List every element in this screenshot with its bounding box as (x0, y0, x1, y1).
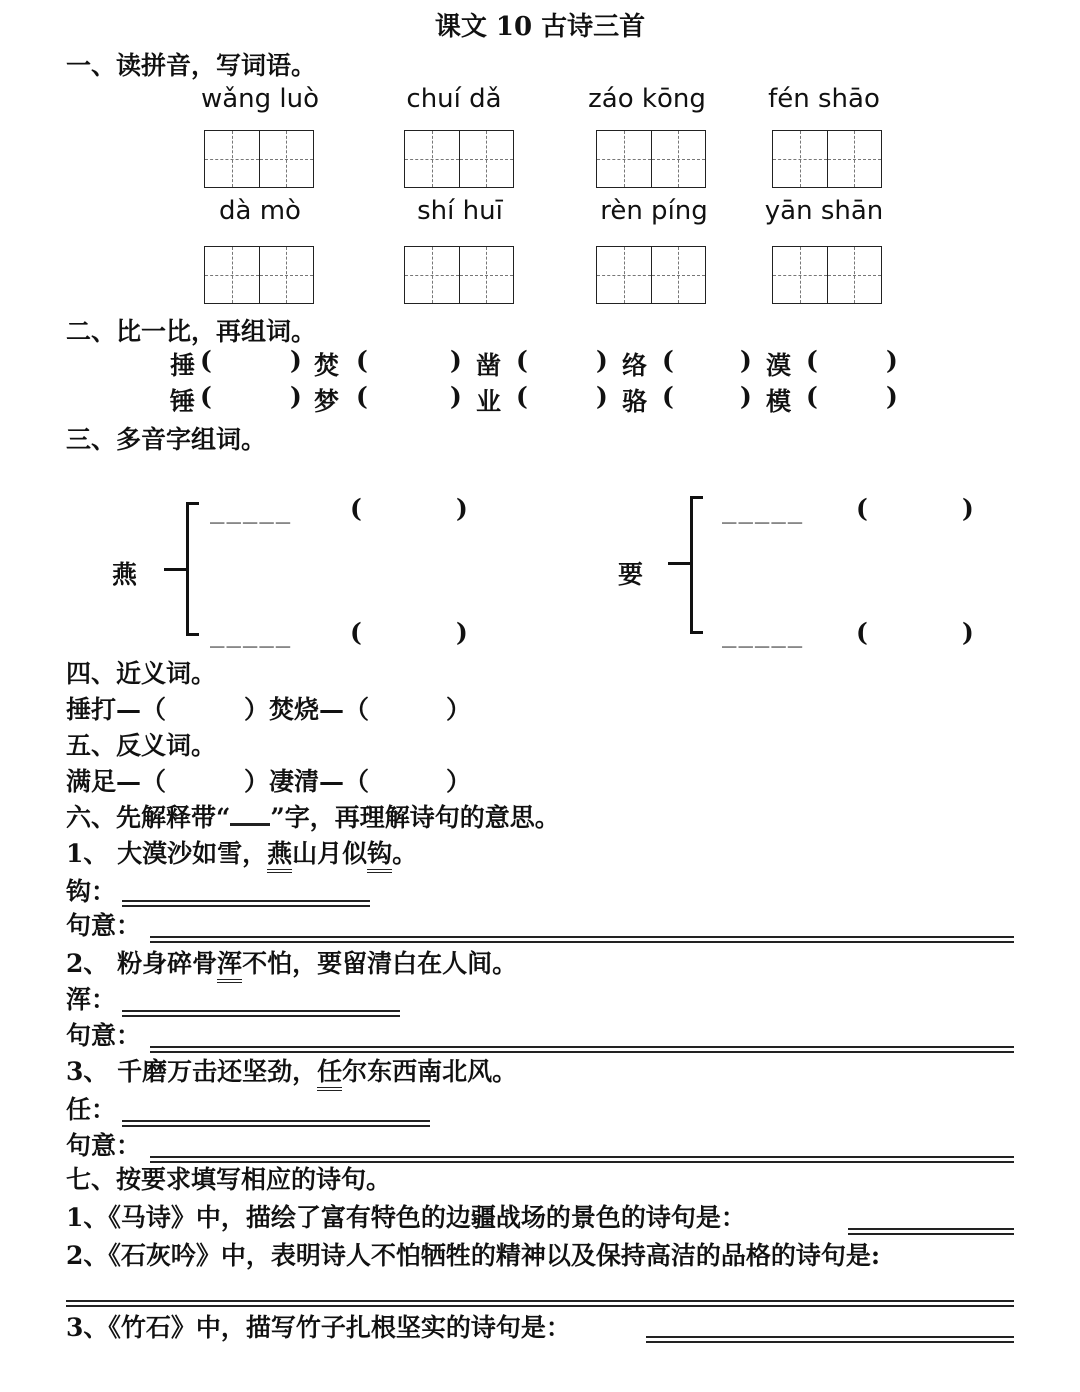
paren-open: ( (350, 494, 362, 523)
s2-char: 漠 (766, 351, 792, 380)
s2-char: 模 (766, 387, 792, 416)
paren-open: ( (856, 618, 868, 647)
section-4-heading: 四、近义词。 (66, 659, 217, 688)
s2-open: ( (516, 346, 528, 375)
answer-grid[interactable] (772, 130, 882, 188)
pinyin-2: chuí dǎ (406, 84, 502, 114)
q1-word-label: 钩： (66, 877, 117, 906)
heading-part-b: ”字，再理解诗句的意思。 (270, 803, 560, 832)
q3-text: 3、 千磨万击还坚劲， (66, 1057, 318, 1086)
s2-char: 骆 (622, 387, 648, 416)
s2-open: ( (356, 346, 368, 375)
section-5-heading: 五、反义词。 (66, 731, 217, 760)
answer-line[interactable] (66, 1300, 1014, 1307)
q2-underlined-word: 浑 (217, 949, 242, 983)
s2-char: 梦 (314, 387, 340, 416)
answer-grid[interactable] (404, 130, 514, 188)
s2-open: ( (662, 346, 674, 375)
polyphone-char-left: 燕 (112, 560, 138, 589)
bracket-stem (164, 568, 186, 571)
s2-close: ) (740, 382, 752, 411)
section-1-heading: 一、读拼音，写词语。 (66, 51, 317, 80)
answer-line[interactable] (122, 1120, 430, 1127)
section-2-heading: 二、比一比，再组词。 (66, 317, 317, 346)
s2-open: ( (200, 346, 212, 375)
s2-char: 捶 (170, 351, 196, 380)
synonym-close: ） (446, 695, 472, 724)
paren-open: ( (856, 494, 868, 523)
pinyin-7: rèn píng (600, 196, 708, 226)
synonym-2: ）焚烧—（ (244, 695, 370, 724)
s2-close: ) (450, 382, 462, 411)
s2-char: 焚 (314, 351, 340, 380)
s2-open: ( (662, 382, 674, 411)
q1-underlined-word: 钩 (367, 839, 392, 873)
pinyin-6: shí huī (417, 196, 503, 226)
bracket-right (690, 496, 703, 634)
answer-line[interactable] (848, 1228, 1014, 1235)
q1-text: 1、 大漠沙如雪， (66, 839, 268, 868)
pinyin-8: yān shān (764, 196, 884, 226)
answer-grid[interactable] (204, 130, 314, 188)
s2-close: ) (886, 382, 898, 411)
q2-word-label: 浑： (66, 985, 117, 1014)
s2-open: ( (356, 382, 368, 411)
q2-text: 不怕，要留清白在人间。 (242, 949, 518, 978)
page-title: 课文 10 古诗三首 (434, 12, 646, 42)
answer-line[interactable] (122, 1010, 400, 1017)
antonym-2: ）凄清—（ (244, 767, 370, 796)
poem-question-2: 2、《石灰吟》中，表明诗人不怕牺牲的精神以及保持高洁的品格的诗句是: (66, 1241, 881, 1270)
blank-line[interactable]: _____ (722, 496, 805, 524)
q3-word-label: 任： (66, 1095, 117, 1124)
paren-close: ) (456, 494, 468, 523)
s2-char: 络 (622, 351, 648, 380)
paren-close: ) (962, 618, 974, 647)
antonym-close: ） (446, 767, 472, 796)
s2-close: ) (596, 346, 608, 375)
polyphone-char-right: 要 (618, 560, 644, 589)
question-2 (66, 944, 517, 980)
underline-sample (230, 823, 270, 826)
poem-question-3: 3、《竹石》中，描写竹子扎根坚实的诗句是： (66, 1313, 571, 1342)
pinyin-4: fén shāo (768, 84, 880, 114)
s2-close: ) (450, 346, 462, 375)
answer-grid[interactable] (772, 246, 882, 304)
s2-char: 业 (476, 387, 502, 416)
blank-line[interactable]: _____ (722, 620, 805, 648)
poem-question-1: 1、《马诗》中，描绘了富有特色的边疆战场的景色的诗句是： (66, 1203, 746, 1232)
answer-grid[interactable] (596, 246, 706, 304)
q2-text: 2、 粉身碎骨 (66, 949, 218, 978)
section-3-heading: 三、多音字组词。 (66, 425, 267, 454)
section-6-heading (66, 798, 560, 834)
s2-close: ) (290, 346, 302, 375)
pinyin-3: záo kōng (588, 84, 706, 114)
s2-close: ) (596, 382, 608, 411)
q1-text: 。 (392, 839, 418, 868)
pinyin-5: dà mò (219, 196, 301, 226)
paren-close: ) (962, 494, 974, 523)
q1-underlined-word: 燕 (267, 839, 292, 873)
answer-grid[interactable] (204, 246, 314, 304)
answer-line[interactable] (646, 1336, 1014, 1343)
antonym-1: 满足—（ (66, 767, 167, 796)
s2-open: ( (200, 382, 212, 411)
bracket-left (186, 502, 199, 636)
heading-part-a: 六、先解释带“ (66, 803, 231, 832)
q1-text: 山月似 (292, 839, 368, 868)
s2-open: ( (806, 346, 818, 375)
s2-close: ) (886, 346, 898, 375)
pinyin-1: wǎng luò (200, 84, 320, 114)
blank-line[interactable]: _____ (210, 620, 293, 648)
s2-char: 锤 (170, 387, 196, 416)
answer-line[interactable] (122, 900, 370, 907)
blank-line[interactable]: _____ (210, 496, 293, 524)
s2-open: ( (806, 382, 818, 411)
answer-line[interactable] (150, 936, 1014, 943)
q3-underlined-word: 任 (317, 1057, 342, 1091)
question-3 (66, 1052, 517, 1088)
q3-text: 尔东西南北风。 (342, 1057, 518, 1086)
q2-meaning-label: 句意： (66, 1021, 142, 1050)
paren-close: ) (456, 618, 468, 647)
section-7-heading: 七、按要求填写相应的诗句。 (66, 1165, 392, 1194)
q3-meaning-label: 句意： (66, 1131, 142, 1160)
paren-open: ( (350, 618, 362, 647)
s2-char: 凿 (476, 351, 502, 380)
answer-grid[interactable] (596, 130, 706, 188)
synonym-1: 捶打—（ (66, 695, 167, 724)
s2-open: ( (516, 382, 528, 411)
question-1 (66, 834, 417, 870)
answer-grid[interactable] (404, 246, 514, 304)
s2-close: ) (740, 346, 752, 375)
q1-meaning-label: 句意： (66, 911, 142, 940)
s2-close: ) (290, 382, 302, 411)
bracket-stem (668, 562, 690, 565)
